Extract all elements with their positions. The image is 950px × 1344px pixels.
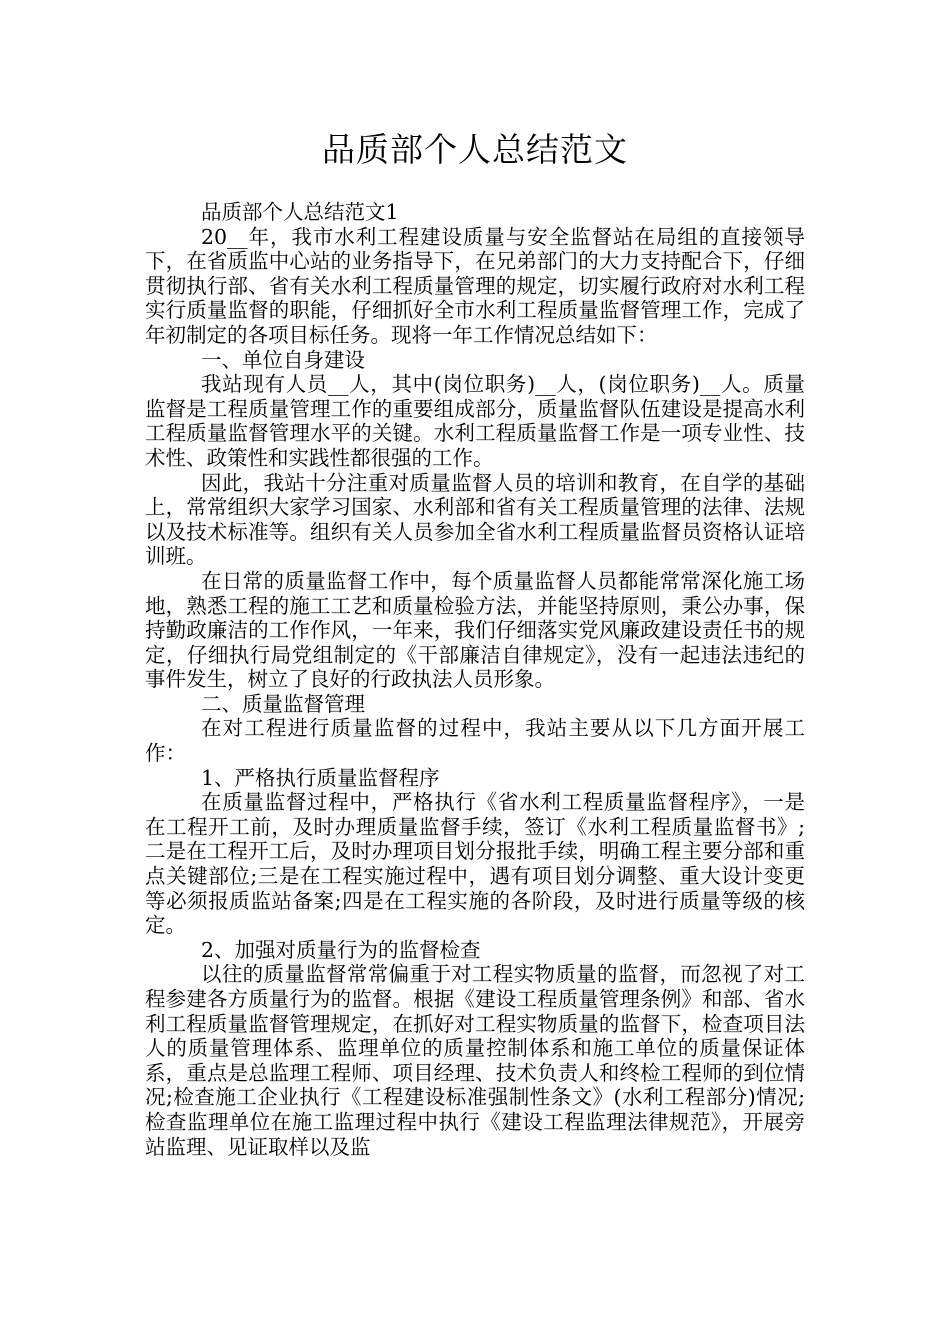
- document-title: 品质部个人总结范文: [322, 130, 628, 169]
- paragraph: 因此，我站十分注重对质量监督人员的培训和教育，在自学的基础上，常常组织大家学习国家、水利部和省有关工程质量管理的法律、法规以及技术标准等。组织有关人员参加全省水利工程质量监督员资格认证培训班。: [145, 470, 805, 569]
- paragraph: 我站现有人员__人，其中(岗位职务)__人，(岗位职务)__人。质量监督是工程质量管理工作的重要组成部分，质量监督队伍建设是提高水利工程质量监督管理水平的关键。水利工程质量监督工作是一项专业性、技术性、政策性和实践性都很强的工作。: [145, 372, 805, 470]
- subsection-heading: 1、严格执行质量监督程序: [201, 765, 440, 790]
- document-body: [145, 200, 805, 1159]
- paragraph: 在对工程进行质量监督的过程中，我站主要从以下几方面开展工作：: [145, 716, 805, 766]
- subsection-heading: 2、加强对质量行为的监督检查: [201, 937, 481, 962]
- section-heading: 一、单位自身建设: [201, 347, 365, 372]
- section-heading: 二、质量监督管理: [201, 691, 365, 716]
- paragraph: 在日常的质量监督工作中，每个质量监督人员都能常常深化施工场地，熟悉工程的施工工艺和质量检验方法，并能坚持原则，秉公办事，保持勤政廉洁的工作作风，一年来，我们仔细落实党风廉政建设责任书的规定，仔细执行局党组制定的《干部廉洁自律规定》，没有一起违法违纪的事件发生，树立了良好的行政执法人员形象。: [145, 568, 805, 692]
- paragraph: 以往的质量监督常常偏重于对工程实物质量的监督，而忽视了对工程参建各方质量行为的监督。根据《建设工程质量管理条例》和部、省水利工程质量监督管理规定，在抓好对工程实物质量的监督下，检查项目法人的质量管理体系、监理单位的质量控制体系和施工单位的质量保证体系，重点是总监理工程师、项目经理、技术负责人和终检工程师的到位情况;检查施工企业执行《工程建设标准强制性条文》(水利工程部分)情况;检查监理单位在施工监理过程中执行《建设工程监理法律规范》，开展旁站监理、见证取样以及监: [145, 962, 805, 1159]
- paragraph: 20__年，我市水利工程建设质量与安全监督站在局组的直接领导下，在省质监中心站的业务指导下，在兄弟部门的大力支持配合下，仔细贯彻执行部、省有关水利工程质量管理的规定，切实履行政府对水利工程实行质量监督的职能，仔细抓好全市水利工程质量监督管理工作，完成了年初制定的各项目标任务。现将一年工作情况总结如下：: [145, 224, 805, 347]
- paragraph: 在质量监督过程中，严格执行《省水利工程质量监督程序》，一是在工程开工前，及时办理质量监督手续，签订《水利工程质量监督书》;二是在工程开工后，及时办理项目划分报批手续，明确工程主要分部和重点关键部位;三是在工程实施过程中，遇有项目划分调整、重大设计变更等必须报质监站备案;四是在工程实施的各阶段，及时进行质量等级的核定。: [145, 790, 805, 938]
- section-heading: 品质部个人总结范文1: [201, 200, 399, 224]
